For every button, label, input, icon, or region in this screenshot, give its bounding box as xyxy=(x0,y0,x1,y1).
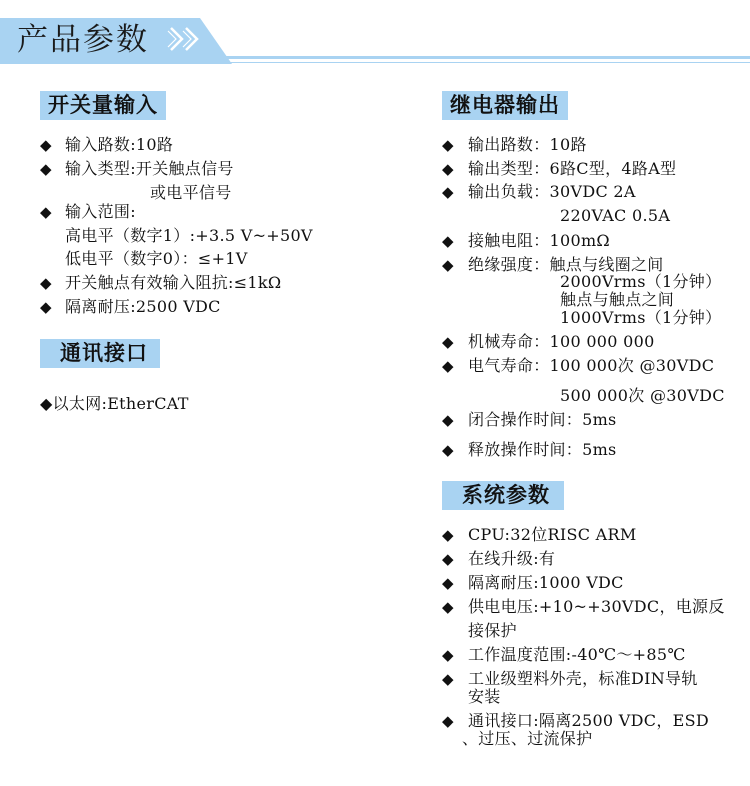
spec-line: 2000Vrms（1分钟） xyxy=(560,272,722,291)
spec-line: 工作温度范围:-40℃～+85℃ xyxy=(468,645,686,664)
chevron-right-icon xyxy=(181,26,203,52)
spec-line: CPU:32位RISC ARM xyxy=(468,525,637,544)
spec-line: 接触电阻：100mΩ xyxy=(468,231,610,250)
spec-line: 开关触点有效输入阻抗:≤1kΩ xyxy=(65,273,282,292)
bullet-icon: ◆ xyxy=(40,160,52,178)
spec-line: 电气寿命：100 000次 @30VDC xyxy=(468,356,715,375)
bullet-icon: ◆ xyxy=(442,160,454,178)
spec-line: 安装 xyxy=(468,687,501,706)
bullet-icon: ◆ xyxy=(40,274,52,292)
bullet-icon: ◆ xyxy=(442,646,454,664)
spec-line: 机械寿命：100 000 000 xyxy=(468,332,655,351)
section-title-comm: 通讯接口 xyxy=(40,339,160,368)
bullet-icon: ◆ xyxy=(442,441,454,459)
bullet-icon: ◆ xyxy=(442,598,454,616)
spec-line: 触点与触点之间 xyxy=(560,290,675,309)
section-title-relay: 继电器输出 xyxy=(442,91,568,120)
spec-line: 在线升级:有 xyxy=(468,549,556,568)
spec-line: 输入范围: xyxy=(65,202,136,221)
bullet-icon: ◆ xyxy=(442,256,454,274)
bullet-icon: ◆ xyxy=(40,136,52,154)
page-header xyxy=(0,18,750,64)
bullet-icon: ◆ xyxy=(442,357,454,375)
spec-line: ◆以太网:EtherCAT xyxy=(40,394,189,413)
bullet-icon: ◆ xyxy=(442,550,454,568)
spec-line: 1000Vrms（1分钟） xyxy=(560,308,722,327)
spec-line: 低电平（数字0）：≤+1V xyxy=(65,249,248,268)
spec-line: 输入路数:10路 xyxy=(65,135,174,154)
spec-line: 隔离耐压:2500 VDC xyxy=(65,297,221,316)
bullet-icon: ◆ xyxy=(442,183,454,201)
header-rule-thin xyxy=(0,62,750,63)
section-title-digital-input: 开关量输入 xyxy=(40,91,166,120)
spec-line: 隔离耐压:1000 VDC xyxy=(468,573,624,592)
bullet-icon: ◆ xyxy=(442,333,454,351)
spec-line: 或电平信号 xyxy=(150,183,232,202)
spec-line: 绝缘强度：触点与线圈之间 xyxy=(468,255,664,274)
bullet-icon: ◆ xyxy=(442,712,454,730)
bullet-icon: ◆ xyxy=(442,574,454,592)
spec-line: 、过压、过流保护 xyxy=(462,729,593,748)
spec-line: 输出类型：6路C型，4路A型 xyxy=(468,159,677,178)
bullet-icon: ◆ xyxy=(40,203,52,221)
spec-line: 输入类型:开关触点信号 xyxy=(65,159,234,178)
bullet-icon: ◆ xyxy=(442,411,454,429)
spec-line: 高电平（数字1）:+3.5 V~+50V xyxy=(65,226,313,245)
spec-line: 500 000次 @30VDC xyxy=(560,386,725,405)
spec-line: 输出负载：30VDC 2A xyxy=(468,182,636,201)
bullet-icon: ◆ xyxy=(442,670,454,688)
section-title-system: 系统参数 xyxy=(442,481,564,510)
spec-line: 220VAC 0.5A xyxy=(560,206,671,225)
bullet-icon: ◆ xyxy=(40,298,52,316)
spec-line: 供电电压:+10~+30VDC，电源反 xyxy=(468,597,725,616)
spec-line: 接保护 xyxy=(468,621,517,640)
spec-line: 工业级塑料外壳，标准DIN导轨 xyxy=(468,669,698,688)
bullet-icon: ◆ xyxy=(442,136,454,154)
page-title: 产品参数 xyxy=(17,22,149,58)
bullet-icon: ◆ xyxy=(442,526,454,544)
spec-line: 通讯接口:隔离2500 VDC，ESD xyxy=(468,711,709,730)
spec-line: 输出路数：10路 xyxy=(468,135,587,154)
bullet-icon: ◆ xyxy=(442,232,454,250)
spec-line: 释放操作时间：5ms xyxy=(468,440,617,459)
spec-line: 闭合操作时间：5ms xyxy=(468,410,617,429)
